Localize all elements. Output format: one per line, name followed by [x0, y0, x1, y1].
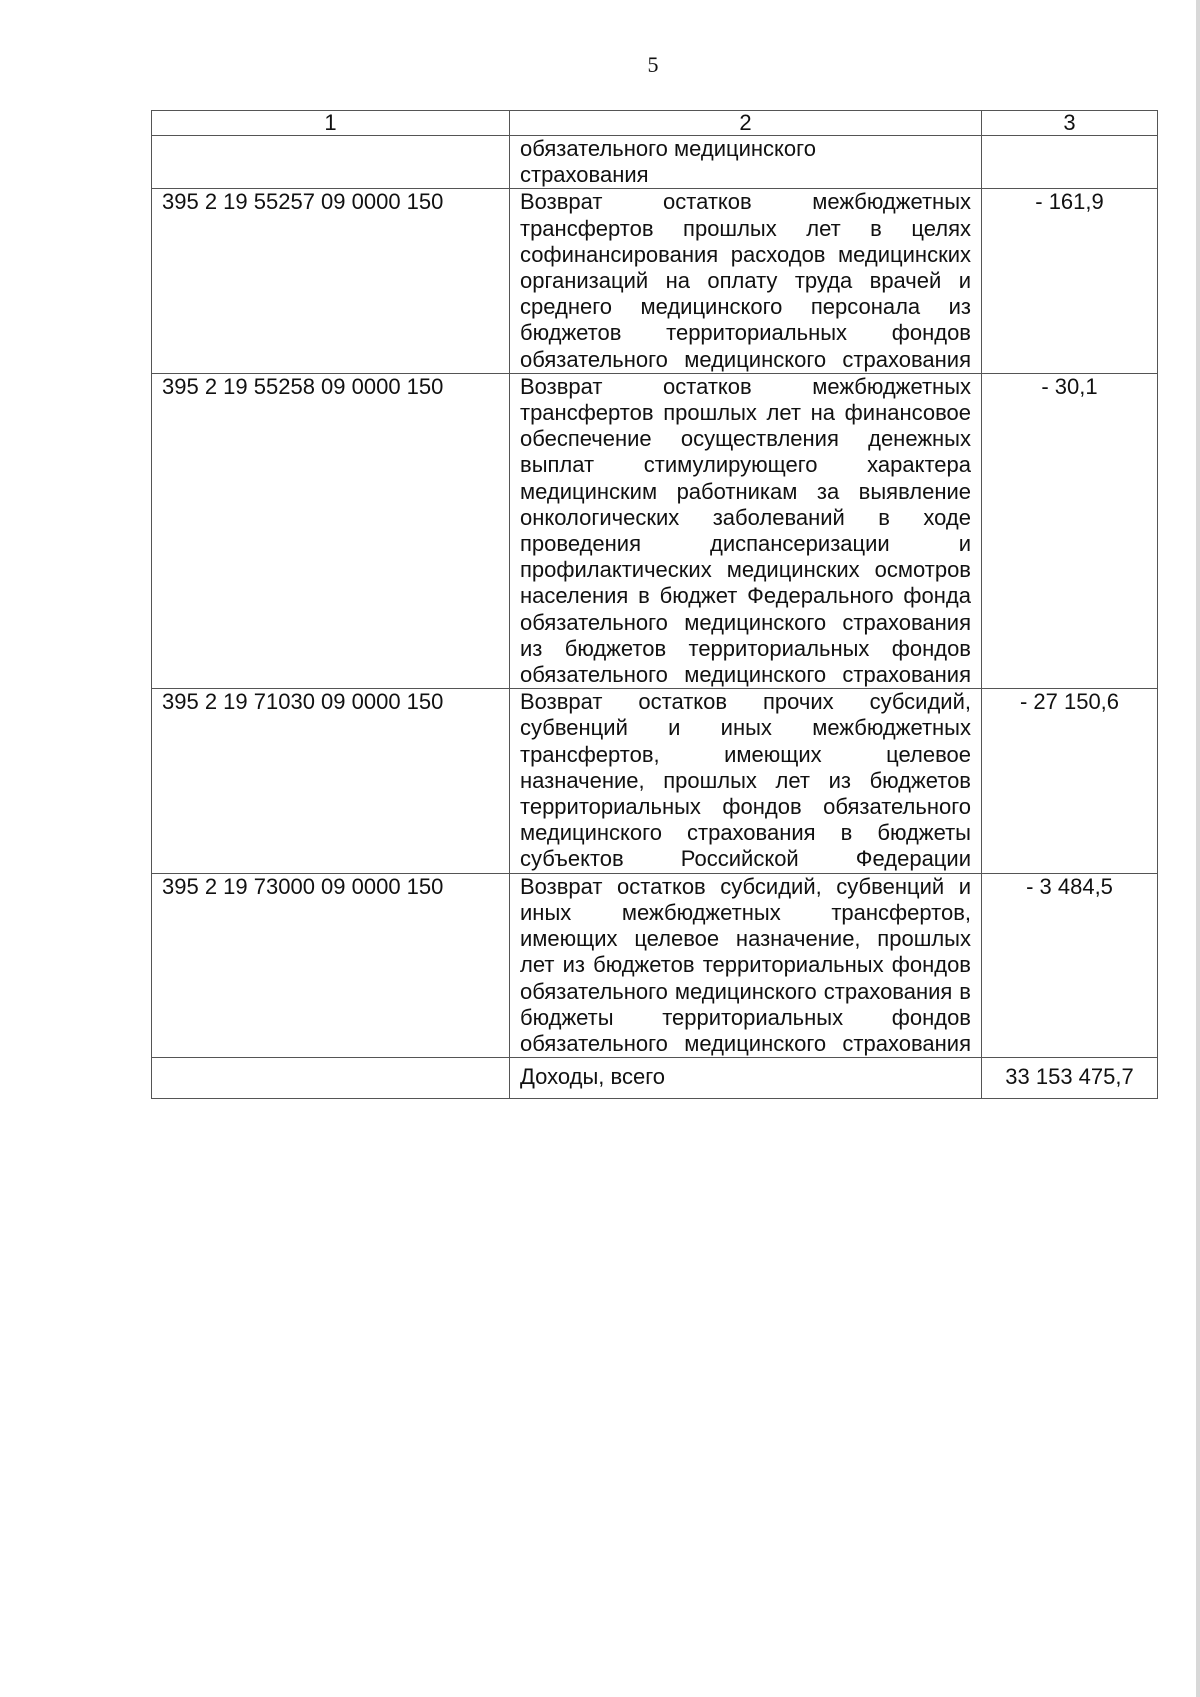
amount-cell: - 27 150,6	[982, 689, 1158, 873]
budget-code-cell	[152, 136, 510, 189]
total-label-cell: Доходы, всего	[510, 1058, 982, 1099]
table-row	[152, 189, 1158, 373]
description-text: обязательного медицинского страхования	[520, 136, 816, 188]
column-header-1: 1	[152, 111, 510, 136]
total-amount-cell: 33 153 475,7	[982, 1058, 1158, 1099]
budget-code-cell: 395 2 19 73000 09 0000 150	[152, 873, 510, 1057]
amount-cell: - 161,9	[982, 189, 1158, 373]
table-row	[152, 373, 1158, 688]
budget-code-cell: 395 2 19 71030 09 0000 150	[152, 689, 510, 873]
scan-right-edge	[1196, 0, 1200, 1697]
description-cell: Возврат остатков субсидий, субвенций и иных межбюджетных трансфертов, имеющих целевое назначение, прошлых лет из бюджетов территориальных фондов обязательного медицинского страхования в бюджеты территориальных фондов обязательного медицинского страхования	[510, 873, 982, 1057]
description-cell: Возврат остатков межбюджетных трансфертов прошлых лет в целях софинансирования расходов медицинских организаций на оплату труда врачей и среднего медицинского персонала из бюджетов территориальных фондов обязательного медицинского страхования	[510, 189, 982, 373]
amount-cell	[982, 136, 1158, 189]
table-header-row	[152, 111, 1158, 136]
description-cell	[510, 136, 982, 189]
amount-cell: - 30,1	[982, 373, 1158, 688]
budget-code-cell: 395 2 19 55258 09 0000 150	[152, 373, 510, 688]
amount-cell: - 3 484,5	[982, 873, 1158, 1057]
column-header-3: 3	[982, 111, 1158, 136]
page-number: 5	[647, 52, 659, 77]
total-code-cell	[152, 1058, 510, 1099]
revenue-table	[151, 110, 1158, 1099]
table-row	[152, 689, 1158, 873]
description-cell: Возврат остатков межбюджетных трансфертов прошлых лет на финансовое обеспечение осуществления денежных выплат стимулирующего характера медицинским работникам за выявление онкологических заболеваний в ходе проведения диспансеризации и профилактических медицинских осмотров населения в бюджет Федерального фонда обязательного медицинского страхования из бюджетов территориальных фондов обязательного медицинского страхования	[510, 373, 982, 688]
column-header-2: 2	[510, 111, 982, 136]
table-row	[152, 136, 1158, 189]
budget-code-cell: 395 2 19 55257 09 0000 150	[152, 189, 510, 373]
description-cell: Возврат остатков прочих субсидий, субвенций и иных межбюджетных трансфертов, имеющих целевое назначение, прошлых лет из бюджетов территориальных фондов обязательного медицинского страхования в бюджеты субъектов Российской Федерации	[510, 689, 982, 873]
table-row	[152, 873, 1158, 1057]
total-row	[152, 1058, 1158, 1099]
